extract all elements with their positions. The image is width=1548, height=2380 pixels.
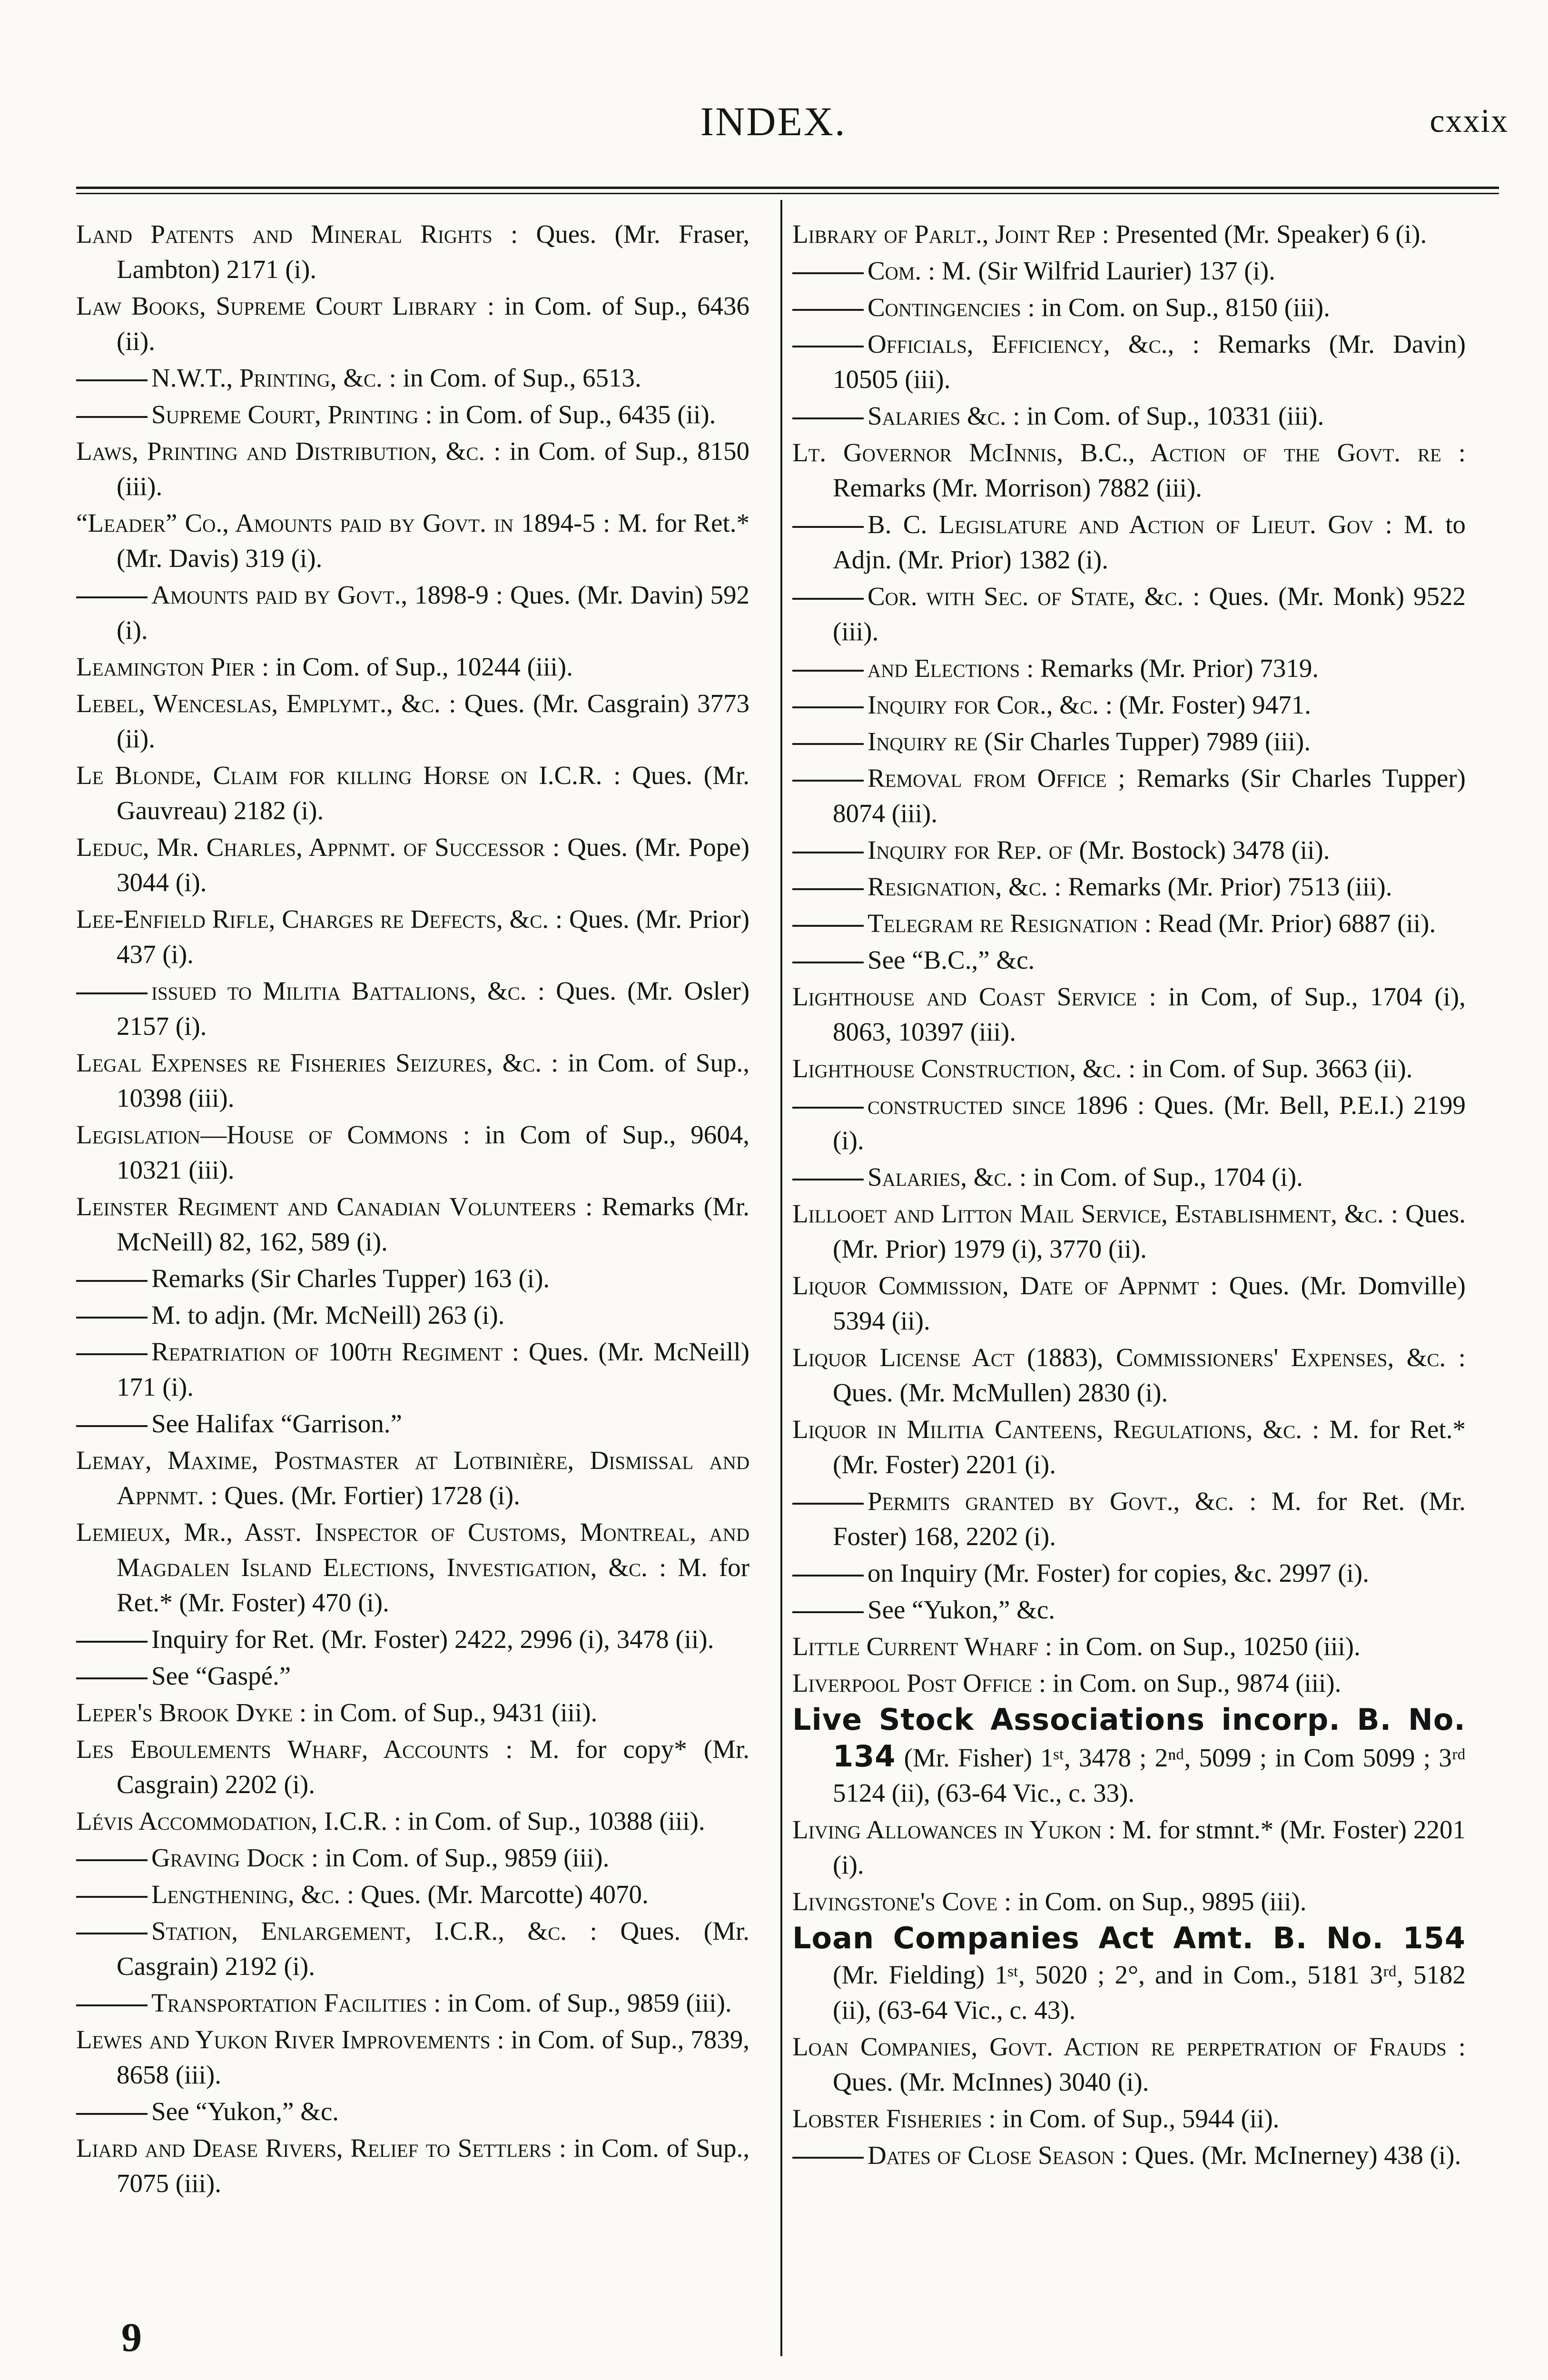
ditto-dash	[792, 272, 864, 274]
entry-reference: : Ques. (Mr. Casgrain) 3773 (ii).	[117, 689, 750, 753]
entry-heading: Transportation Facilities	[151, 1988, 427, 2017]
index-entry	[76, 1985, 749, 2021]
entry-heading: Loan Companies, Govt. Action re perpetration of Frauds	[792, 2032, 1447, 2061]
entry-heading: Loan Companies Act Amt. B. No. 154	[792, 1921, 1466, 1955]
entry-heading: Dates of Close Season	[868, 2141, 1114, 2170]
ditto-dash	[76, 1425, 148, 1427]
entry-heading: Inquiry re	[868, 727, 978, 756]
entry-heading: and Elections	[868, 654, 1020, 683]
ditto-dash	[76, 992, 148, 994]
ditto-dash	[76, 2113, 148, 2115]
entry-reference: on Inquiry (Mr. Foster) for copies, &c. 2997 (i).	[868, 1558, 1369, 1587]
entry-reference: : M. for stmnt.* (Mr. Foster) 2201 (i).	[833, 1815, 1466, 1879]
entry-reference: See “B.C.,” &c.	[868, 945, 1035, 974]
entry-heading: Liard and Dease Rivers, Relief to Settlers	[76, 2133, 552, 2162]
ditto-dash	[792, 670, 864, 672]
ditto-dash	[76, 1317, 148, 1319]
index-entry	[76, 1658, 749, 1694]
index-entry	[792, 290, 1466, 325]
entry-heading: Lillooet and Litton Mail Service, Establishment, &c.	[792, 1199, 1384, 1228]
entry-reference: : Remarks (Mr. Davin) 10505 (iii).	[833, 329, 1466, 394]
entry-heading: Lévis Accommodation, I.C.R.	[76, 1806, 387, 1835]
entry-reference: : in Com, of Sup., 1704 (i), 8063, 10397 (iii).	[833, 982, 1466, 1046]
left-column	[76, 217, 749, 2202]
index-entry	[76, 2131, 749, 2201]
entry-reference: : Ques. (Mr. Osler) 2157 (i).	[117, 976, 750, 1041]
ditto-dash	[792, 925, 864, 927]
entry-reference: See “Yukon,” &c.	[868, 1595, 1055, 1624]
index-entry	[792, 435, 1466, 506]
index-entry	[792, 1268, 1466, 1339]
entry-reference: : M. to Adjn. (Mr. Prior) 1382 (i).	[833, 510, 1466, 574]
entry-reference: M. to adjn. (Mr. McNeill) 263 (i).	[151, 1300, 505, 1329]
index-entry	[792, 687, 1466, 723]
entry-heading: Officials, Efficiency, &c.,	[868, 329, 1174, 358]
entry-heading: Lemay, Maxime, Postmaster at Lotbinière, Dismissal and Appnmt.	[76, 1446, 749, 1510]
entry-heading: Library of Parlt., Joint Rep	[792, 219, 1095, 248]
index-entry	[76, 686, 749, 756]
entry-reference: (Mr. Fisher) 1ˢᵗ, 3478 ; 2ⁿᵈ, 5099 ; in Com 5099 ; 3ʳᵈ 5124 (ii), (63-64 Vic., c. 33).	[833, 1743, 1466, 1807]
right-column	[792, 217, 1466, 2174]
entry-heading: Legislation—House of Commons	[76, 1120, 448, 1149]
index-entry	[76, 1877, 749, 1912]
index-entry	[76, 902, 749, 972]
ditto-dash	[792, 1575, 864, 1577]
entry-reference: : M. for Ret.* (Mr. Foster) 2201 (i).	[833, 1415, 1466, 1479]
index-entry	[792, 1412, 1466, 1482]
entry-heading: Permits granted by Govt., &c.	[868, 1487, 1234, 1516]
index-entry	[792, 1884, 1466, 1919]
entry-heading: Salaries &c.	[868, 401, 1006, 430]
index-entry	[792, 651, 1466, 686]
index-entry	[792, 1629, 1466, 1664]
index-entry	[76, 973, 749, 1044]
entry-heading: Laws, Printing and Distribution, &c.	[76, 436, 485, 466]
ditto-dash	[792, 780, 864, 782]
entry-reference: : M. (Sir Wilfrid Laurier) 137 (i).	[928, 256, 1275, 285]
entry-heading: Supreme Court, Printing	[151, 400, 419, 429]
entry-heading: Repatriation of 100th Regiment	[151, 1337, 503, 1366]
entry-heading: issued to Militia Battalions, &c.	[151, 976, 527, 1005]
ditto-dash	[76, 379, 148, 381]
index-entry	[76, 1515, 749, 1620]
entry-reference: : in Com. on Sup., 9874 (iii).	[1038, 1668, 1341, 1697]
ditto-dash	[792, 1179, 864, 1180]
entry-reference: : Ques. (Mr. Davin) 592 (i).	[117, 580, 750, 645]
entry-heading: Lewes and Yukon River Improvements	[76, 2025, 491, 2054]
entry-reference: : in Com. of Sup., 10398 (iii).	[117, 1048, 749, 1112]
entry-heading: N.W.T., Printing, &c.	[151, 363, 383, 392]
index-entry	[792, 1088, 1466, 1158]
entry-heading: Law Books, Supreme Court Library	[76, 291, 478, 320]
ditto-dash	[76, 1677, 148, 1679]
entry-heading: “Leader” Co., Amounts paid by Govt. in 1894-5	[76, 508, 595, 537]
entry-reference: : in Com. on Sup., 9895 (iii).	[1004, 1887, 1307, 1916]
index-entry	[76, 1804, 749, 1839]
ditto-dash	[792, 1503, 864, 1505]
entry-reference: : in Com. of Sup., 9859 (iii).	[311, 1843, 610, 1872]
page-title: INDEX.	[700, 99, 847, 144]
page-number: cxxix	[1430, 103, 1509, 139]
entry-reference: Inquiry for Ret. (Mr. Foster) 2422, 2996 (i), 3478 (ii).	[151, 1625, 714, 1654]
index-entry	[792, 579, 1466, 649]
entry-heading: Com.	[868, 256, 922, 285]
index-entry	[76, 1045, 749, 1116]
index-entry	[792, 1921, 1466, 2028]
entry-heading: Lighthouse Construction, &c.	[792, 1054, 1122, 1083]
index-entry	[792, 2138, 1466, 2173]
entry-heading: Inquiry for Cor., &c.	[868, 690, 1099, 719]
index-entry	[792, 398, 1466, 434]
entry-reference: : Ques. (Mr. Domville) 5394 (ii).	[833, 1271, 1466, 1335]
index-entry	[76, 434, 749, 504]
entry-reference: : in Com. of Sup., 10244 (iii).	[261, 652, 573, 681]
entry-heading: Amounts paid by Govt., 1898-9	[151, 580, 489, 609]
entry-reference: : Presented (Mr. Speaker) 6 (i).	[1102, 219, 1427, 248]
index-entry	[76, 360, 749, 396]
entry-heading: Legal Expenses re Fisheries Seizures, &c.	[76, 1048, 542, 1077]
entry-heading: Lebel, Wenceslas, Emplymt., &c.	[76, 689, 441, 718]
entry-reference: : in Com. on Sup., 10250 (iii).	[1045, 1632, 1361, 1661]
entry-heading: Leamington Pier	[76, 652, 256, 681]
index-entry	[76, 1914, 749, 1984]
index-entry	[76, 830, 749, 900]
entry-heading: Graving Dock	[151, 1843, 305, 1872]
entry-heading: B. C. Legislature and Action of Lieut. Gov	[868, 510, 1374, 539]
index-entry	[76, 2094, 749, 2129]
entry-reference: : M. for copy* (Mr. Casgrain) 2202 (i).	[117, 1735, 749, 1799]
entry-reference: : Remarks (Mr. McNeill) 82, 162, 589 (i).	[117, 1192, 749, 1256]
entry-heading: Live Stock Associations incorp. B. No. 134	[792, 1702, 1466, 1774]
ditto-dash	[792, 1611, 864, 1613]
ditto-dash	[76, 1896, 148, 1898]
entry-heading: Land Patents and Mineral Rights	[76, 219, 493, 248]
index-entry	[792, 1196, 1466, 1267]
entry-reference: : Ques. (Mr. McMullen) 2830 (i).	[833, 1343, 1466, 1407]
ditto-dash	[76, 1353, 148, 1355]
ditto-dash	[76, 1859, 148, 1861]
ditto-dash	[792, 2157, 864, 2159]
entry-reference: : Ques. (Mr. Marcotte) 4070.	[346, 1880, 649, 1909]
ditto-dash	[792, 706, 864, 708]
entry-reference: (Sir Charles Tupper) 7989 (iii).	[984, 727, 1311, 756]
entry-reference: : Ques. (Mr. McInerney) 438 (i).	[1121, 2141, 1461, 2170]
entry-reference: : (Mr. Foster) 9471.	[1105, 690, 1311, 719]
entry-heading: Lemieux, Mr., Asst. Inspector of Customs, Montreal, and Magdalen Island Elections, Investigation, &c.	[76, 1517, 749, 1582]
entry-reference: : Remarks (Mr. Morrison) 7882 (iii).	[833, 438, 1466, 502]
index-entry	[792, 979, 1466, 1050]
index-entry	[792, 1051, 1466, 1086]
index-entry	[792, 2029, 1466, 2100]
entry-reference: : Ques. (Mr. Fraser, Lambton) 2171 (i).	[117, 219, 750, 284]
index-entry	[792, 1160, 1466, 1195]
entry-heading: Lt. Governor McInnis, B.C., Action of the Govt. re	[792, 438, 1441, 467]
index-entry	[792, 217, 1466, 252]
entry-heading: Removal from Office	[868, 764, 1107, 793]
index-entry	[76, 1622, 749, 1657]
entry-reference: : in Com. of Sup. 3663 (ii).	[1128, 1054, 1413, 1083]
index-entry	[792, 1592, 1466, 1627]
entry-heading: Salaries, &c.	[868, 1162, 1013, 1191]
ditto-dash	[76, 596, 148, 598]
ditto-dash	[792, 598, 864, 600]
header-rule	[76, 193, 1499, 194]
index-entry	[792, 1666, 1466, 1701]
entry-reference: : Remarks (Mr. Prior) 7513 (iii).	[1054, 872, 1392, 901]
entry-heading: constructed since 1896	[868, 1091, 1128, 1120]
index-entry	[76, 649, 749, 684]
index-entry	[76, 577, 749, 648]
entry-reference: See “Gaspé.”	[151, 1661, 291, 1690]
entry-heading: Station, Enlargement, I.C.R., &c.	[151, 1916, 567, 1945]
entry-reference: : in Com. of Sup., 10331 (iii).	[1013, 401, 1324, 430]
entry-reference: : in Com of Sup., 9604, 10321 (iii).	[117, 1120, 749, 1184]
index-entry	[792, 1702, 1466, 1811]
ditto-dash	[792, 346, 864, 347]
entry-reference: ; Remarks (Sir Charles Tupper) 8074 (iii).	[833, 764, 1466, 828]
entry-reference: See Halifax “Garrison.”	[151, 1409, 402, 1438]
index-entry	[792, 1812, 1466, 1883]
ditto-dash	[792, 888, 864, 890]
ditto-dash	[792, 526, 864, 528]
entry-reference: : in Com. of Sup., 6513.	[389, 363, 641, 392]
entry-reference: : in Com. of Sup., 9859 (iii).	[434, 1988, 732, 2017]
index-entry	[76, 758, 749, 828]
entry-heading: Lengthening, &c.	[151, 1880, 341, 1909]
index-entry	[792, 906, 1466, 941]
ditto-dash	[76, 1280, 148, 1282]
entry-reference: : Ques. (Mr. Prior) 437 (i).	[117, 904, 749, 969]
index-entry	[76, 217, 749, 287]
entry-heading: Little Current Wharf	[792, 1632, 1039, 1661]
index-entry	[792, 1556, 1466, 1591]
entry-reference: : Ques. (Mr. McInnes) 3040 (i).	[833, 2032, 1466, 2096]
entry-heading: Liverpool Post Office	[792, 1668, 1033, 1697]
entry-heading: Lighthouse and Coast Service	[792, 982, 1137, 1011]
ditto-dash	[792, 1107, 864, 1109]
index-entry	[792, 1484, 1466, 1554]
entry-reference: : M. for Ret. (Mr. Foster) 168, 2202 (i).	[833, 1487, 1466, 1551]
index-entry	[792, 1340, 1466, 1410]
index-entry	[76, 1189, 749, 1259]
entry-reference: : Ques. (Mr. Prior) 1979 (i), 3770 (ii).	[833, 1199, 1466, 1263]
index-entry	[76, 397, 749, 432]
index-entry	[76, 1840, 749, 1875]
entry-reference: : Ques. (Mr. Fortier) 1728 (i).	[210, 1481, 521, 1510]
entry-heading: Liquor in Militia Canteens, Regulations, &c.	[792, 1415, 1302, 1444]
index-entry	[76, 2022, 749, 2092]
entry-heading: Leinster Regiment and Canadian Volunteers	[76, 1192, 577, 1221]
index-entry	[76, 1732, 749, 1802]
running-head	[76, 98, 1509, 150]
index-entry	[76, 1117, 749, 1188]
entry-reference: (Mr. Bostock) 3478 (ii).	[1079, 835, 1330, 864]
entry-reference: : in Com. on Sup., 8150 (iii).	[1027, 293, 1330, 322]
entry-reference: : in Com. of Sup., 7839, 8658 (iii).	[117, 2025, 749, 2089]
ditto-dash	[792, 962, 864, 963]
index-entry	[792, 724, 1466, 759]
entry-heading: Lee-Enfield Rifle, Charges re Defects, &c.	[76, 904, 549, 933]
entry-heading: Contingencies	[868, 293, 1021, 322]
signature-mark: 9	[121, 2314, 142, 2360]
entry-heading: Leper's Brook Dyke	[76, 1698, 293, 1727]
index-entry	[792, 507, 1466, 577]
entry-heading: Livingstone's Cove	[792, 1887, 998, 1916]
entry-reference: : Ques. (Mr. Monk) 9522 (iii).	[833, 582, 1466, 646]
entry-reference: : in Com. of Sup., 1704 (i).	[1019, 1162, 1303, 1191]
entry-heading: Les Eboulements Wharf, Accounts	[76, 1735, 489, 1764]
index-entry	[792, 761, 1466, 831]
index-entry	[792, 942, 1466, 978]
index-entry	[76, 1695, 749, 1730]
entry-reference: : Read (Mr. Prior) 6887 (ii).	[1144, 909, 1436, 938]
index-entry	[76, 288, 749, 359]
entry-reference: (Mr. Fielding) 1ˢᵗ, 5020 ; 2°, and in Com., 5181 3ʳᵈ, 5182 (ii), (63-64 Vic., c. 43).	[833, 1960, 1466, 2024]
entry-reference: : M. for Ret.* (Mr. Foster) 470 (i).	[117, 1553, 749, 1617]
entry-reference: : in Com. of Sup., 10388 (iii).	[394, 1806, 705, 1835]
column-divider	[780, 200, 782, 2356]
index-entry	[76, 1298, 749, 1333]
entry-reference: : in Com. of Sup., 6436 (ii).	[117, 291, 749, 356]
entry-heading: Lobster Fisheries	[792, 2104, 982, 2133]
entry-heading: Cor. with Sec. of State, &c.	[868, 582, 1184, 611]
entry-reference: : Ques. (Mr. Casgrain) 2192 (i).	[117, 1916, 749, 1981]
index-entry	[792, 327, 1466, 397]
entry-reference: : Ques. (Mr. Pope) 3044 (i).	[117, 833, 749, 897]
entry-reference: : in Com. of Sup., 6435 (ii).	[425, 400, 716, 429]
entry-heading: Leduc, Mr. Charles, Appnmt. of Successor	[76, 833, 545, 862]
index-entry	[792, 833, 1466, 868]
entry-reference: : M. for Ret.* (Mr. Davis) 319 (i).	[117, 508, 749, 573]
index-entry	[76, 506, 749, 576]
entry-reference: : Ques. (Mr. Gauvreau) 2182 (i).	[117, 761, 750, 825]
entry-reference: : in Com. of Sup., 9431 (iii).	[299, 1698, 598, 1727]
index-entry	[792, 253, 1466, 288]
ditto-dash	[792, 417, 864, 419]
ditto-dash	[76, 2004, 148, 2006]
entry-reference: : Remarks (Mr. Prior) 7319.	[1026, 654, 1319, 683]
index-entry	[76, 1406, 749, 1441]
header-rule	[76, 187, 1499, 189]
entry-reference: : in Com. of Sup., 7075 (iii).	[117, 2133, 749, 2198]
entry-heading: Living Allowances in Yukon	[792, 1815, 1102, 1844]
index-entry	[76, 1334, 749, 1405]
entry-reference: : Ques. (Mr. McNeill) 171 (i).	[117, 1337, 749, 1401]
ditto-dash	[792, 743, 864, 745]
entry-reference: : in Com. of Sup., 5944 (ii).	[988, 2104, 1280, 2133]
entry-heading: Liquor Commission, Date of Appnmt	[792, 1271, 1199, 1300]
ditto-dash	[792, 309, 864, 311]
index-entry	[792, 2101, 1466, 2136]
index-entry	[76, 1443, 749, 1513]
entry-heading: Resignation, &c.	[868, 872, 1048, 901]
entry-reference: : in Com. of Sup., 8150 (iii).	[117, 436, 750, 501]
ditto-dash	[76, 1933, 148, 1934]
entry-heading: Le Blonde, Claim for killing Horse on I.C.R.	[76, 761, 602, 790]
entry-reference: : Ques. (Mr. Bell, P.E.I.) 2199 (i).	[833, 1091, 1466, 1155]
entry-heading: Liquor License Act (1883), Commissioners' Expenses, &c.	[792, 1343, 1446, 1372]
entry-heading: Telegram re Resignation	[868, 909, 1138, 938]
ditto-dash	[76, 416, 148, 418]
ditto-dash	[792, 852, 864, 853]
entry-reference: Remarks (Sir Charles Tupper) 163 (i).	[151, 1264, 550, 1293]
entry-heading: Inquiry for Rep. of	[868, 835, 1073, 864]
index-entry	[76, 1261, 749, 1296]
ditto-dash	[76, 1641, 148, 1643]
index-entry	[792, 869, 1466, 904]
entry-reference: See “Yukon,” &c.	[151, 2097, 339, 2126]
